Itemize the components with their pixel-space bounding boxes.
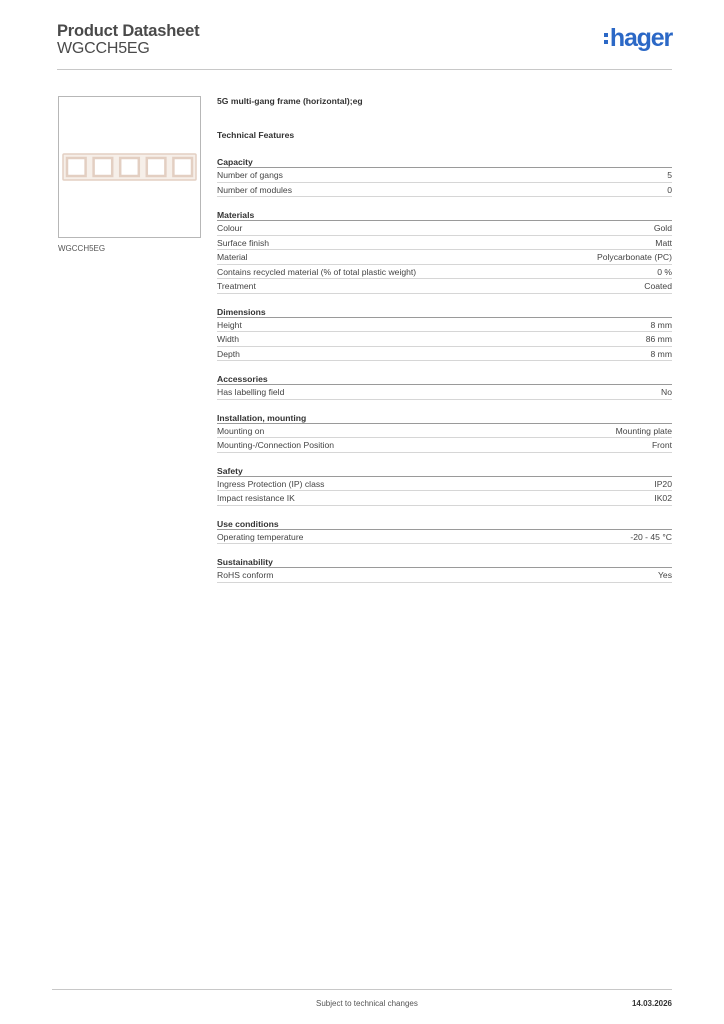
section xyxy=(217,465,672,506)
spec-row xyxy=(217,318,672,333)
spec-value: 8 mm xyxy=(650,319,672,330)
spec-row xyxy=(217,236,672,251)
section-title: Installation, mounting xyxy=(217,412,672,424)
technical-features-heading: Technical Features xyxy=(217,130,295,140)
spec-value: Polycarbonate (PC) xyxy=(597,252,672,262)
spec-row xyxy=(217,491,672,506)
spec-label: Width xyxy=(217,334,239,344)
logo-dots-icon xyxy=(604,32,608,46)
section-title: Use conditions xyxy=(217,518,672,530)
gang-opening xyxy=(94,158,113,176)
spec-value: Coated xyxy=(644,281,672,291)
spec-value: Gold xyxy=(653,223,672,233)
spec-value: No xyxy=(661,387,672,397)
spec-label: Height xyxy=(217,319,242,330)
section xyxy=(217,156,672,197)
product-image-caption: WGCCH5EG xyxy=(58,244,106,253)
spec-label: Mounting-/Connection Position xyxy=(217,440,335,450)
spec-label: Number of modules xyxy=(217,184,292,195)
spec-label: Has labelling field xyxy=(217,387,285,397)
product-code: WGCCH5EG xyxy=(57,40,150,57)
feature-sections xyxy=(217,156,672,583)
spec-label: Colour xyxy=(217,223,243,233)
section-title: Materials xyxy=(217,209,672,221)
spec-row xyxy=(217,568,672,583)
hager-logo xyxy=(604,26,672,51)
document-title: Product Datasheet xyxy=(57,22,200,40)
product-image xyxy=(58,96,201,238)
spec-row xyxy=(217,477,672,492)
spec-value: Mounting plate xyxy=(615,425,672,436)
spec-label: Impact resistance IK xyxy=(217,493,295,503)
spec-row xyxy=(217,265,672,280)
spec-value: 8 mm xyxy=(650,348,672,359)
section xyxy=(217,209,672,294)
spec-label: Treatment xyxy=(217,281,256,291)
gang-opening xyxy=(147,158,166,176)
footer-note: Subject to technical changes xyxy=(316,999,418,1008)
section xyxy=(217,373,672,400)
section-title: Capacity xyxy=(217,156,672,168)
gang-opening xyxy=(67,158,86,176)
spec-row xyxy=(217,221,672,236)
spec-label: Surface finish xyxy=(217,237,270,248)
section-title: Dimensions xyxy=(217,306,672,318)
spec-label: Number of gangs xyxy=(217,170,283,180)
section xyxy=(217,556,672,583)
spec-label: Operating temperature xyxy=(217,531,304,542)
datasheet-content xyxy=(217,96,672,583)
spec-value: IK02 xyxy=(654,493,672,503)
spec-row xyxy=(217,347,672,362)
spec-row xyxy=(217,424,672,439)
page-header xyxy=(57,22,672,70)
spec-label: Contains recycled material (% of total plastic weight) xyxy=(217,266,417,277)
spec-row xyxy=(217,279,672,294)
spec-row xyxy=(217,183,672,198)
section-title: Safety xyxy=(217,465,672,477)
spec-row xyxy=(217,385,672,400)
spec-row xyxy=(217,530,672,545)
spec-row xyxy=(217,250,672,265)
gang-opening xyxy=(173,158,192,176)
spec-row xyxy=(217,332,672,347)
gang-opening xyxy=(120,158,139,176)
section-title: Sustainability xyxy=(217,556,672,568)
spec-label: Material xyxy=(217,252,248,262)
spec-value: 5 xyxy=(667,170,672,180)
section xyxy=(217,306,672,362)
spec-row xyxy=(217,438,672,453)
spec-value: Front xyxy=(651,440,672,450)
page-footer xyxy=(52,989,672,1019)
section xyxy=(217,412,672,453)
multi-gang-frame-illustration xyxy=(59,97,200,237)
spec-row xyxy=(217,168,672,183)
spec-label: Mounting on xyxy=(217,425,265,436)
spec-label: Ingress Protection (IP) class xyxy=(217,478,325,489)
spec-value: 0 xyxy=(667,184,672,195)
spec-value: 86 mm xyxy=(645,334,672,344)
spec-value: 0 % xyxy=(657,266,672,277)
spec-value: Matt xyxy=(655,237,672,248)
spec-value: -20 - 45 °C xyxy=(630,531,672,542)
spec-label: RoHS conform xyxy=(217,570,274,580)
logo-wordmark: hager xyxy=(609,24,672,52)
section-title: Accessories xyxy=(217,373,672,385)
footer-date: 14.03.2026 xyxy=(631,999,672,1008)
section xyxy=(217,518,672,545)
product-name: 5G multi-gang frame (horizontal);eg xyxy=(217,96,363,106)
spec-value: Yes xyxy=(657,570,672,580)
spec-label: Depth xyxy=(217,348,240,359)
spec-value: IP20 xyxy=(654,478,672,489)
